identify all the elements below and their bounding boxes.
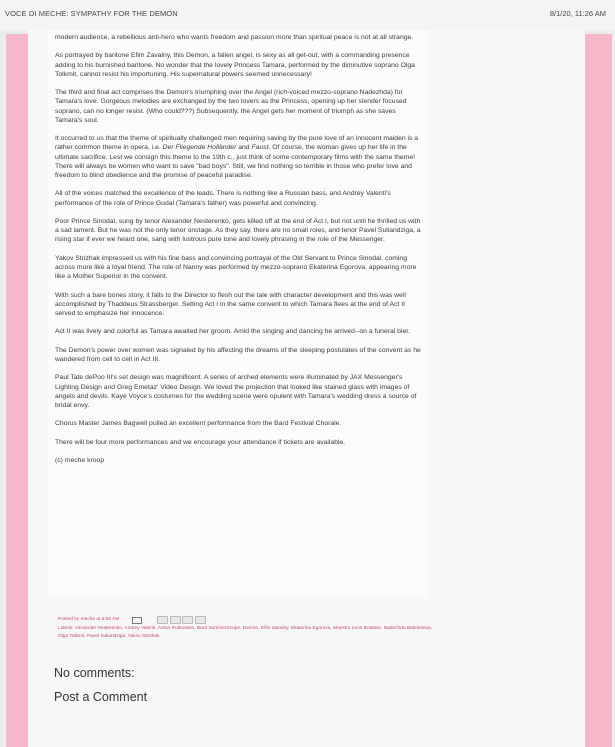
post-paragraph: The Demon's power over women was signaled by his affecting the dreams of the sleeping postulates of the convent as he wandered from cell to cell in Act III. [55, 346, 421, 363]
post-body [55, 33, 421, 475]
label-link[interactable]: Maestro Leon Botstein [333, 625, 382, 631]
copyright-signature: (c) meche kroop [55, 457, 105, 465]
post-footer [58, 616, 438, 642]
twitter-share-icon[interactable] [170, 616, 181, 624]
post-paragraph: Yakov Strizhak impressed us with his fine bass and convincing portrayal of the Old Servant to Prince Sinodal, coming across more like a loyal friend. The role of Nanny was performed by mezzo-soprano Ekaterina Egorova, appearing more like a Mother Superior in the convent. [55, 254, 417, 281]
label-link[interactable]: Yakov Strizhak [127, 634, 160, 639]
post-paragraph: The third and final act comprises the Demon's triumphing over the Angel (rich-voiced mezzo-soprano Nadezhda) for Tamara's love. Gorgeous melodies are exchanged by the two lovers as the Princess, opening up her slender focused soprano, can no longer resist. (Who could???) Subsequently, the Angel gets her moment of triumph as she saves Tamara's soul. [55, 89, 407, 124]
label-link[interactable]: Andrey Valenti [124, 625, 156, 631]
post-paragraph: Act II was lively and colorful as Tamara awaited her groom. Amid the singing and dancing he arrived--on a funeral bier. [55, 328, 411, 336]
post-paragraph: There will be four more performances and we encourage your attendance if tickets are available. [55, 438, 346, 446]
label-link[interactable]: Olga Tolkmit [58, 634, 85, 639]
opera-title: Faust [251, 144, 269, 152]
post-paragraph: Paul Tate dePoo III's set design was magnificent. A series of arched elements were illuminated by JAX Messenger's Lighting Design and Greg Emetaz' Video Design. We loved the projection that looked like stained glass with images of angels and devils. Kaye Voyce's costumes for the wedding scene were opulent with Tamara's wedding dress a source of bridal envy. [55, 374, 417, 409]
share-buttons [157, 616, 206, 624]
label-link[interactable]: Ekaterina Egorova [290, 625, 331, 631]
post-paragraph: modern audience, a rebellious anti-hero who wants freedom and passion more than spiritual peace is not at all strange. [55, 34, 414, 41]
post-paragraph: Chorus Master James Bagwell pulled an excellent performance from the Bard Festival Chorale. [55, 420, 342, 428]
labels-prefix: Labels: [58, 625, 74, 631]
label-link[interactable]: Efim Zavalny [260, 625, 289, 631]
post-text: It occurred to us that the theme of spiritually challenged men requiring saving by the pure love of an innocent maiden is a rather common theme in opera, i.e. [55, 135, 419, 152]
label-link[interactable]: Bard SummerScope [196, 625, 241, 631]
facebook-share-icon[interactable] [182, 616, 193, 624]
comments-count-heading: No comments: [54, 666, 135, 680]
blogthis-icon[interactable] [157, 616, 168, 624]
post-paragraph: As portrayed by baritone Efim Zavalny, this Demon, a fallen angel, is sexy as all get-out, with a commanding presence adding to his burnished baritone. No wonder that the lovely Princess Tamara, performed by the diminutive soprano Olga Tolkmit, cannot resist his importuning. His supernatural powers seemed unnecessary! [55, 52, 415, 78]
email-post-icon[interactable] [132, 617, 142, 625]
label-link[interactable]: Nadezhda Babintseva [383, 625, 431, 631]
pinterest-share-icon[interactable] [195, 616, 206, 624]
label-link[interactable]: Anton Rubinstein [157, 625, 195, 631]
post-meta-line [58, 616, 438, 625]
post-comment-heading: Post a Comment [54, 690, 148, 704]
label-link[interactable]: Alexander Nesterenko [74, 625, 123, 631]
post-labels: Labels: Alexander Nesterenko, Andrey Valenti, Anton Rubinstein, Bard SummerScope, Demon, Efim Zavalny, Ekaterina Egorova, Maestro Leon Botstein, Nadezhda Babintseva, Olga Tolkmit, Pavel Suliandziga, Yakov Strizhak [58, 625, 433, 639]
right-decorative-band [585, 34, 612, 747]
label-link[interactable]: Pavel Suliandziga [86, 634, 126, 639]
left-decorative-band [6, 34, 28, 747]
post-text: . Of course, the woman gives up her life in the ultimate sacrifice. Lest we consign this theme to the 19th c., just think of some contemporary films with the same theme! There will always be women who want to save "bad boys". Still, we find nothing so terrible in those who prefer love and freedom to blind obedience and the promise of peaceful paradise. [55, 144, 416, 179]
post-text: and [236, 144, 252, 152]
post-text: Andrey Valenti's performance of the role of Prince Gudal (Tamara's father) was powerful and convincing. [55, 190, 391, 207]
posted-by[interactable]: Posted by meche at 5:55 AM [58, 617, 120, 622]
page-title: VOCE DI MECHE: SYMPATHY FOR THE DEMON [5, 9, 178, 18]
print-header [0, 0, 615, 30]
post-paragraph [55, 134, 421, 180]
opera-title: Der Fliegende Holländer [162, 144, 237, 152]
post-text: All of the voices matched the excellence of the leads. There is nothing like a Russian bass, and [55, 190, 341, 198]
post-paragraph: With such a bare bones story, it falls to the Director to flesh out the tale with character development and this was well accomplished by Thaddeus Strassberger. Setting Act I in the same convent to which Tamara flees at the end of Act II served to emphasize her innocence. [55, 291, 406, 317]
post-paragraph: Poor Prince Sinodal, sung by tenor Alexander Nesterenko, gets killed off at the end of Act I, but not until he thrilled us with a sad lament. But he was not the only tenor onstage. As they say, there are no small roles, and tenor Pavel Suliandziga, a rising star if ever we heard one, sang with lustrous pure tone and lovely phrasing in the role of the Messenger. [55, 217, 421, 244]
post-paragraph [55, 189, 421, 207]
label-link[interactable]: Demon [242, 625, 259, 631]
print-datetime: 8/1/20, 11:26 AM [549, 9, 606, 18]
